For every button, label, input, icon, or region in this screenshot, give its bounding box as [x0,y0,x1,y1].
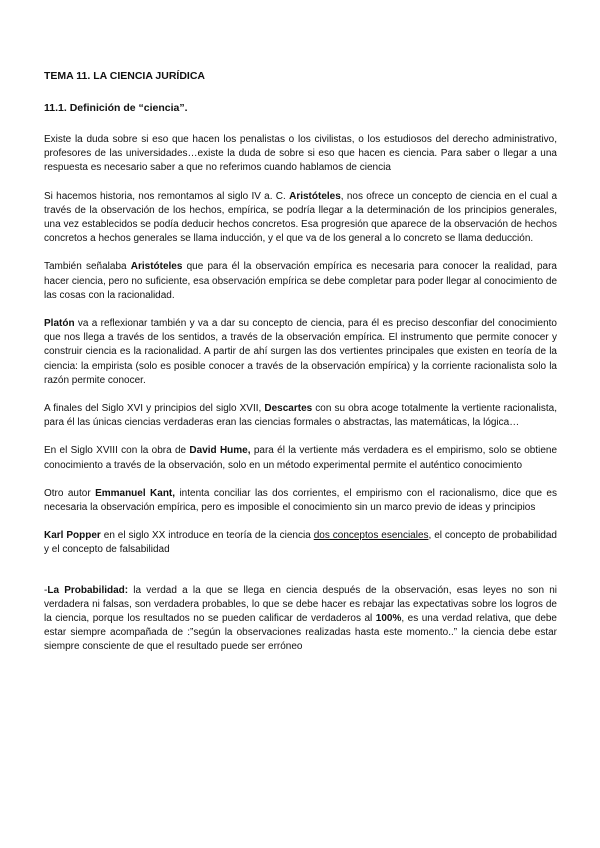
author-name: Aristóteles [130,261,183,273]
paragraph-4: Platón va a reflexionar también y va a dar su concepto de ciencia, para él es preciso desconfiar del conocimiento que nos llega a través de los sentidos, a través de la observación empírica. El instrumento que permite conocer y construir ciencia es la racionalidad. A partir de ahí surgen las dos vertientes principales que existen en teoría de la ciencia: la empirista (solo es posible conocer a través de la observación empírica) y la corriente racionalista solo la razón permite conocer. [44,318,557,386]
author-name: David Hume, [189,445,251,457]
author-name: Karl Popper [44,530,101,542]
paragraph-9: -La Probabilidad: la verdad a la que se llega en ciencia después de la observación, esas leyes no son ni verdadera ni falsas, son verdadera probables, lo que se debe hacer es rebajar las expectativas sobre los logros de la ciencia, porque los resultados no se pueden calificar de verdaderos al 100%, es una verdad relativa, que debe estar siempre acompañada de :”según la observaciones realizadas hasta este momento..” la ciencia debe estar siempre consciente de que el resultado puede ser erróneo [44,584,557,653]
underlined-phrase: dos conceptos esenciales [313,530,429,542]
percentage: 100% [375,613,402,625]
paragraph-5: A finales del Siglo XVI y principios del siglo XVII, Descartes con su obra acoge totalmente la vertiente racionalista, para él las únicas ciencias verdaderas eran las ciencias formales o abstractas, las matemáticas, la lógica… [44,403,557,429]
paragraph-2: Si hacemos historia, nos remontamos al siglo IV a. C. Aristóteles, nos ofrece un concepto de ciencia en el cual a través de la observación de los hechos, empírica, se podría llegar a la determinación de los principios generales, una vez establecidos se podía deducir hechos concretos. Esa progresión que aparece de la observación de hechos concretos a hechos generales se llama inducción, y el que va de los general a lo concreto se llama deducción. [44,190,558,245]
paragraph-8: Karl Popper en el siglo XX introduce en teoría de la ciencia dos conceptos esenciales, el concepto de probabilidad y el concepto de falsabilidad [44,530,557,556]
document-page [44,70,557,669]
concept-heading: La Probabilidad: [47,584,129,596]
paragraph-7: Otro autor Emmanuel Kant, intenta conciliar las dos corrientes, el empirismo con el racionalismo, dice que es necesaria la observación empírica, pero es imposible el conocimiento sin un marco previo de ideas y principios [44,487,557,514]
author-name: Descartes [264,403,313,415]
paragraph-1: Existe la duda sobre si eso que hacen los penalistas o los civilistas, o los estudiosos del derecho administrativo, profesores de las universidades…existe la duda de sobre si eso que hacen es ciencia. Para saber o llegar a una respuesta es necesario saber a que no referimos cuando hablamos de ciencia [44,134,557,174]
author-name: Emmanuel Kant, [95,487,176,499]
paragraph-6: En el Siglo XVIII con la obra de David Hume, para él la vertiente más verdadera es el empirismo, solo se obtiene conocimiento a través de la observación, solo en un método experimental permite el auténtico conocimiento [44,445,558,471]
author-name: Platón [44,318,75,330]
section-heading: 11.1. Definición de “ciencia”. [44,102,188,114]
page-title: TEMA 11. LA CIENCIA JURÍDICA [44,70,206,82]
author-name: Aristóteles [289,190,341,202]
paragraph-3: También señalaba Aristóteles que para él la observación empírica es necesaria para conocer la realidad, para hacer ciencia, pero no suficiente, esa observación empírica se debe completar para poder llegar al conocimiento de las cosas con la racionalidad. [44,261,557,301]
